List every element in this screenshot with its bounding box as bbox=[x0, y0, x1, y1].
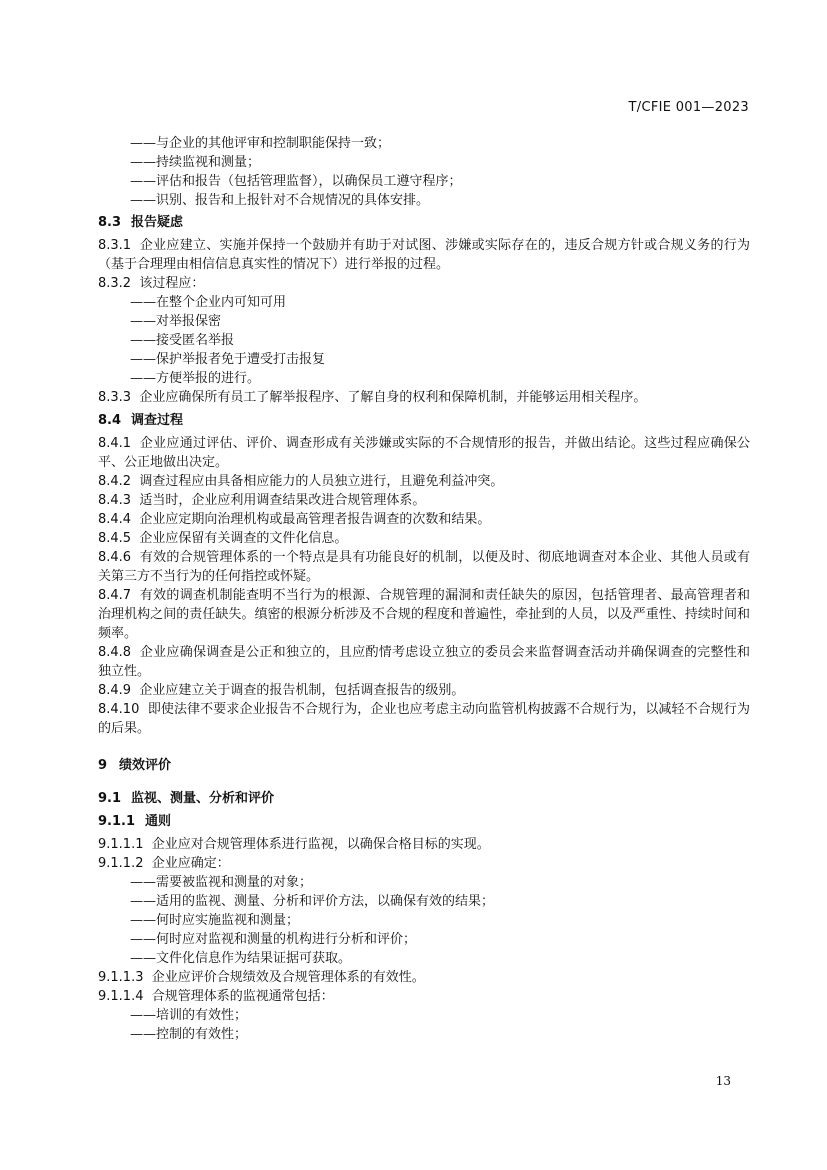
dash-item: ——持续监视和测量； bbox=[130, 155, 261, 170]
dash-item: ——对举报保密 bbox=[130, 314, 222, 329]
clause-8-4-8 bbox=[98, 643, 750, 681]
clause-number: 8.4.3 bbox=[98, 493, 132, 508]
clause-text: 企业应建立关于调查的报告机制，包括调查报告的级别。 bbox=[139, 683, 465, 698]
clause-8-4-4 bbox=[98, 510, 750, 529]
clause-number: 8.4.5 bbox=[98, 531, 132, 546]
dash-item: ——识别、报告和上报针对不合规情况的具体安排。 bbox=[130, 193, 430, 208]
dash-item: ——培训的有效性； bbox=[130, 1008, 248, 1023]
clause-8-4-9 bbox=[98, 681, 750, 700]
clause-number: 8.4.4 bbox=[98, 512, 132, 527]
clause-9-1-1-2 bbox=[98, 854, 750, 873]
clause-text: 有效的合规管理体系的一个特点是具有功能良好的机制，以便及时、彻底地调查对本企业、其他人员或有关第三方不当行为的任何指控或怀疑。 bbox=[98, 550, 750, 584]
dash-item: ——控制的有效性； bbox=[130, 1027, 248, 1042]
clause-text: 企业应建立、实施并保持一个鼓励并有助于对试图、涉嫌或实际存在的，违反合规方针或合规义务的行为（基于合理理由相信信息真实性的情况下）进行举报的过程。 bbox=[98, 238, 750, 272]
clause-text: 调查过程应由具备相应能力的人员独立进行，且避免利益冲突。 bbox=[139, 474, 504, 489]
dash-item: ——需要被监视和测量的对象； bbox=[130, 875, 313, 890]
clause-8-3-3 bbox=[98, 388, 750, 407]
clause-number: 8.4.10 bbox=[98, 702, 140, 717]
clause-number: 8.4.1 bbox=[98, 436, 132, 451]
clause-8-4-10 bbox=[98, 700, 750, 738]
clause-number: 8.4.2 bbox=[98, 474, 132, 489]
clause-text: 企业应对合规管理体系进行监视，以确保合格目标的实现。 bbox=[151, 837, 490, 852]
clause-8-4-5 bbox=[98, 529, 750, 548]
clause-text: 企业应确保所有员工了解举报程序、了解自身的权利和保障机制，并能够运用相关程序。 bbox=[139, 390, 647, 405]
clause-text: 有效的调查机制能查明不当行为的根源、合规管理的漏洞和责任缺失的原因，包括管理者、最高管理者和治理机构之间的责任缺失。缜密的根源分析涉及不合规的程度和普遍性，牵扯到的人员，以及严重性、持续时间和频率。 bbox=[98, 588, 750, 641]
clause-number: 9.1.1.1 bbox=[98, 837, 144, 852]
clause-9-1-1-3 bbox=[98, 968, 750, 987]
clause-number: 9.1.1.2 bbox=[98, 856, 144, 871]
clause-number: 8.4.6 bbox=[98, 550, 132, 565]
page-body bbox=[98, 134, 750, 1044]
clause-text: 企业应确定： bbox=[151, 856, 230, 871]
section-number: 8.3 bbox=[98, 215, 122, 230]
section-heading-9-1-1 bbox=[98, 812, 750, 831]
section-heading-8-4 bbox=[98, 411, 750, 430]
section-number: 9.1.1 bbox=[98, 814, 136, 829]
clause-number: 8.3.3 bbox=[98, 390, 132, 405]
clause-text: 适当时，企业应利用调查结果改进合规管理体系。 bbox=[139, 493, 426, 508]
section-number: 8.4 bbox=[98, 413, 122, 428]
dash-item: ——在整个企业内可知可用 bbox=[130, 295, 287, 310]
clause-text: 企业应保留有关调查的文件化信息。 bbox=[139, 531, 348, 546]
dash-item: ——与企业的其他评审和控制职能保持一致； bbox=[130, 136, 391, 151]
clause-text: 企业应定期向治理机构或最高管理者报告调查的次数和结果。 bbox=[139, 512, 491, 527]
dash-item: ——文件化信息作为结果证据可获取。 bbox=[130, 951, 352, 966]
section-title: 监视、测量、分析和评价 bbox=[131, 791, 275, 806]
clause-text: 合规管理体系的监视通常包括： bbox=[151, 989, 334, 1004]
chapter-title: 绩效评价 bbox=[119, 758, 172, 773]
clause-text: 该过程应： bbox=[139, 276, 205, 291]
section-title: 通则 bbox=[145, 814, 172, 829]
clause-9-1-1-4 bbox=[98, 987, 750, 1006]
section-heading-9-1 bbox=[98, 789, 750, 808]
clause-8-4-2 bbox=[98, 472, 750, 491]
dash-item: ——保护举报者免于遭受打击报复 bbox=[130, 352, 326, 367]
clause-text: 企业应确保调查是公正和独立的，且应酌情考虑设立独立的委员会来监督调查活动并确保调查的完整性和独立性。 bbox=[98, 645, 750, 679]
section-number: 9.1 bbox=[98, 791, 122, 806]
document-code-header: T/CFIE 001—2023 bbox=[628, 100, 749, 115]
clause-text: 即使法律不要求企业报告不合规行为，企业也应考虑主动向监管机构披露不合规行为，以减轻不合规行为的后果。 bbox=[98, 702, 750, 736]
clause-number: 9.1.1.4 bbox=[98, 989, 144, 1004]
section-heading-8-3 bbox=[98, 213, 750, 232]
clause-8-4-7 bbox=[98, 586, 750, 643]
section-title: 报告疑虑 bbox=[131, 215, 184, 230]
dash-item: ——方便举报的进行。 bbox=[130, 371, 261, 386]
chapter-number: 9 bbox=[98, 758, 108, 773]
clause-8-4-3 bbox=[98, 491, 750, 510]
clause-8-4-1 bbox=[98, 434, 750, 472]
dash-item: ——何时应实施监视和测量； bbox=[130, 913, 300, 928]
clause-number: 8.3.1 bbox=[98, 238, 132, 253]
clause-9-1-1-1 bbox=[98, 835, 750, 854]
clause-number: 8.4.8 bbox=[98, 645, 132, 660]
clause-number: 9.1.1.3 bbox=[98, 970, 144, 985]
clause-8-3-1 bbox=[98, 236, 750, 274]
page-number: 13 bbox=[715, 1074, 731, 1088]
clause-8-4-6 bbox=[98, 548, 750, 586]
dash-item: ——何时应对监视和测量的机构进行分析和评价； bbox=[130, 932, 417, 947]
clause-number: 8.4.7 bbox=[98, 588, 132, 603]
dash-item: ——适用的监视、测量、分析和评价方法，以确保有效的结果； bbox=[130, 894, 495, 909]
dash-item: ——评估和报告（包括管理监督），以确保员工遵守程序； bbox=[130, 174, 462, 189]
clause-text: 企业应评价合规绩效及合规管理体系的有效性。 bbox=[151, 970, 425, 985]
clause-number: 8.3.2 bbox=[98, 276, 132, 291]
section-title: 调查过程 bbox=[131, 413, 184, 428]
chapter-heading-9 bbox=[98, 756, 750, 775]
dash-item: ——接受匿名举报 bbox=[130, 333, 235, 348]
clause-8-3-2 bbox=[98, 274, 750, 293]
clause-number: 8.4.9 bbox=[98, 683, 132, 698]
clause-text: 企业应通过评估、评价、调查形成有关涉嫌或实际的不合规情形的报告，并做出结论。这些过程应确保公平、公正地做出决定。 bbox=[98, 436, 750, 470]
